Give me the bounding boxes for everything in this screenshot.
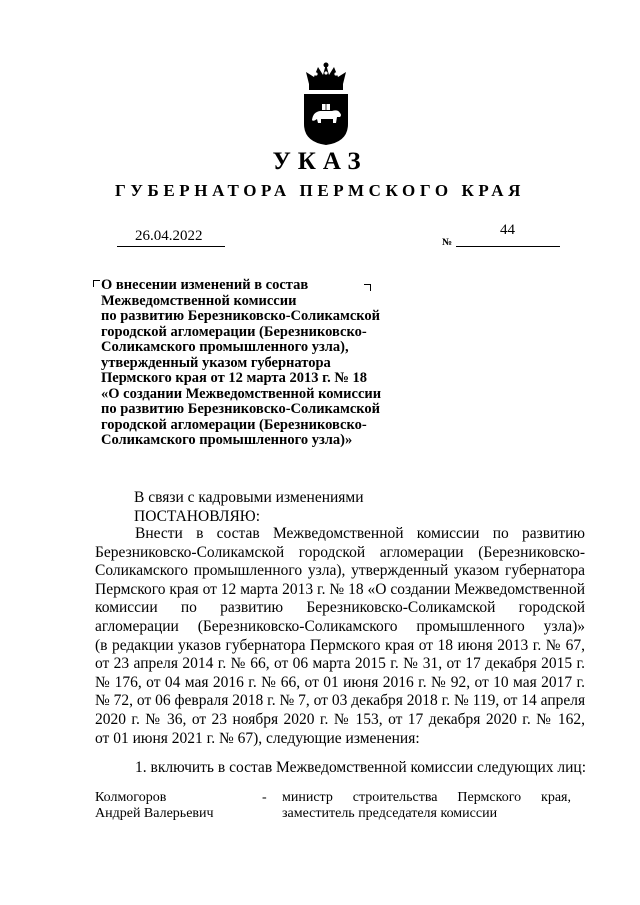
heading-line: О внесении изменений в состав	[101, 277, 309, 293]
heading-line: Соликамского промышленного узла)»	[101, 432, 353, 448]
body-line: № 72, от 06 февраля 2018 г. № 7, от 03 декабря 2018 г. № 119, от 14 апреля	[95, 692, 586, 710]
body-line: № 176, от 04 мая 2016 г. № 66, от 01 июня 2016 г. № 92, от 10 мая 2017 г.	[95, 673, 585, 691]
heading-line: Межведомственной комиссии	[101, 292, 297, 309]
preamble-reason: В связи с кадровыми изменениями	[134, 489, 364, 506]
heading-line: по развитию Березниковско-Соликамской	[101, 308, 381, 324]
heading-line: городской агломерации (Березниковско-	[101, 323, 367, 340]
document-number: 44	[500, 222, 515, 238]
perm-krai-coat-of-arms	[296, 62, 356, 146]
body-line: от 23 апреля 2014 г. № 66, от 06 марта 2015 г. № 31, от 17 декабря 2015 г.	[95, 655, 585, 673]
date-underline	[117, 246, 225, 247]
body-line: 2020 г. № 36, от 23 ноября 2020 г. № 153, от 17 декабря 2020 г. № 162,	[95, 710, 585, 728]
member-role-line: министр строительства Пермского края,	[282, 790, 571, 805]
crown-icon	[306, 63, 346, 91]
document-heading	[101, 278, 401, 449]
decree-body	[95, 525, 585, 748]
body-line: (в редакции указов губернатора Пермского края от 18 июня 2013 г. № 67,	[95, 636, 585, 654]
body-line: Внести в состав Межведомственной комиссии по развитию	[135, 525, 585, 542]
heading-line: Соликамского промышленного узла),	[101, 339, 349, 355]
number-label: №	[442, 237, 453, 248]
number-underline	[456, 246, 560, 247]
member-role	[282, 790, 571, 822]
document-subtitle: ГУБЕРНАТОРА ПЕРМСКОГО КРАЯ	[115, 181, 525, 200]
document-title: УКАЗ	[272, 148, 368, 175]
heading-line: городской агломерации (Березниковско-	[101, 416, 367, 433]
heading-corner-left	[93, 280, 100, 287]
body-line: Пермского края от 12 марта 2013 г. № 18 «О создании Межведомственной	[95, 580, 585, 598]
heading-line: утвержденный указом губернатора	[101, 354, 331, 371]
member-name	[95, 790, 214, 822]
document-date: 26.04.2022	[135, 228, 203, 244]
body-line: комиссии по развитию Березниковско-Соликамской городской	[95, 599, 585, 617]
item-1: 1. включить в состав Межведомственной комиссии следующих лиц:	[135, 759, 587, 776]
body-line: Соликамского промышленного узла), утвержденный указом губернатора	[95, 562, 585, 580]
heading-line: по развитию Березниковско-Соликамской	[101, 401, 381, 417]
body-line: Березниковско-Соликамской городской агломерации (Березниковско-	[95, 543, 585, 561]
body-line: от 01 июня 2021 г. № 67), следующие изменения:	[95, 729, 420, 747]
member-role-line: заместитель председателя комиссии	[282, 806, 498, 821]
member-surname: Колмогоров	[95, 790, 167, 805]
heading-line: «О создании Межведомственной комиссии	[101, 385, 382, 402]
body-line: агломерации (Березниковско-Соликамского промышленного узла)»	[95, 617, 585, 635]
preamble	[134, 488, 364, 526]
heading-line: Пермского края от 12 марта 2013 г. № 18	[101, 370, 368, 386]
member-dash: -	[262, 790, 267, 805]
member-given-name: Андрей Валерьевич	[95, 806, 214, 821]
preamble-decree: ПОСТАНОВЛЯЮ:	[134, 508, 261, 525]
